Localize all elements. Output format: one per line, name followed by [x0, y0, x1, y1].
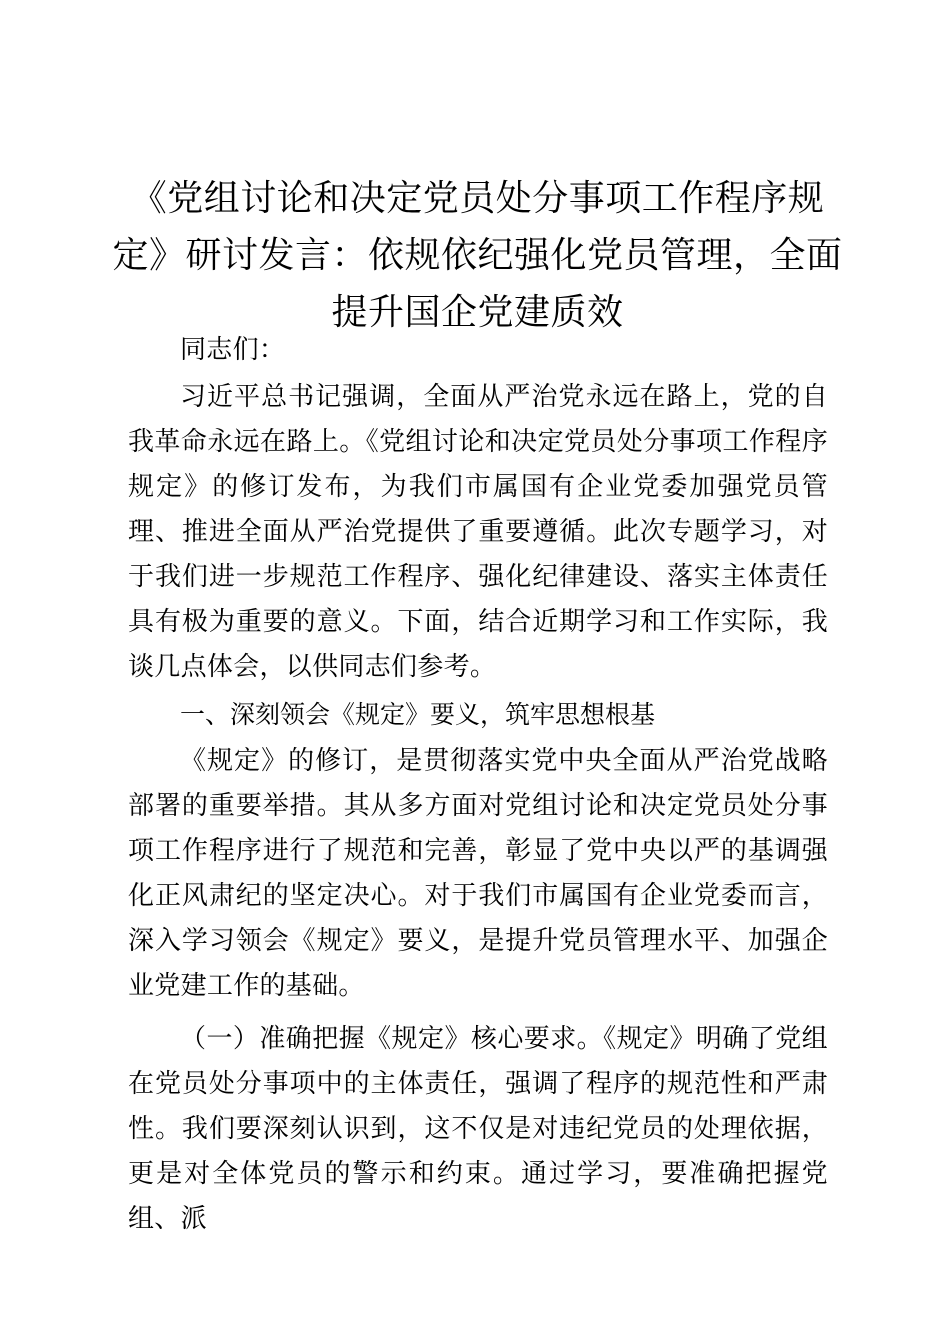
- document-title: 《党组讨论和决定党员处分事项工作程序规定》研讨发言：依规依纪强化党员管理，全面提升国企党建质效: [112, 178, 843, 333]
- paragraph-intro: 习近平总书记强调，全面从严治党永远在路上，党的自我革命永远在路上。《党组讨论和决定党员处分事项工作程序规定》的修订发布，为我们市属国有企业党委加强党员管理、推进全面从严治党提供了重要遵循。此次专题学习，对于我们进一步规范工作程序、强化纪律建设、落实主体责任具有极为重要的意义。下面，结合近期学习和工作实际，我谈几点体会，以供同志们参考。: [128, 382, 828, 682]
- paragraph-section-1: 《规定》的修订，是贯彻落实党中央全面从严治党战略部署的重要举措。其从多方面对党组讨论和决定党员处分事项工作程序进行了规范和完善，彰显了党中央以严的基调强化正风肃纪的坚定决心。对于我们市属国有企业党委而言，深入学习领会《规定》要义，是提升党员管理水平、加强企业党建工作的基础。: [128, 746, 828, 1001]
- paragraph-subsection-1: （一）准确把握《规定》核心要求。《规定》明确了党组在党员处分事项中的主体责任，强调了程序的规范性和严肃性。我们要深刻认识到，这不仅是对违纪党员的处理依据，更是对全体党员的警示和约束。通过学习，要准确把握党组、派: [128, 1024, 828, 1234]
- document-body: [128, 328, 828, 1242]
- section-heading-1: 一、深刻领会《规定》要义，筑牢思想根基: [180, 700, 656, 729]
- salutation: 同志们：: [180, 335, 286, 365]
